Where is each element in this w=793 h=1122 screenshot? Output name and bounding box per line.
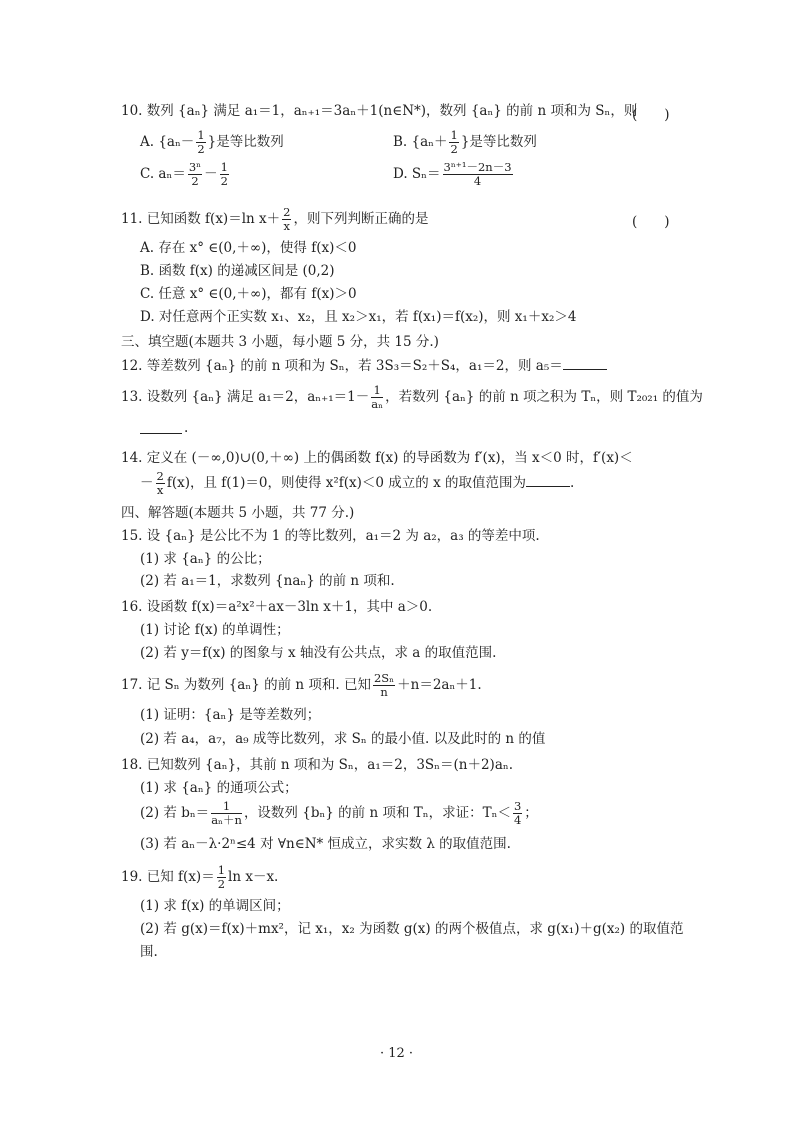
q12-text: 12. 等差数列 {aₙ} 的前 n 项和为 Sₙ，若 3S₃＝S₂＋S₄，a₁＝2，则 a₅＝ (121, 358, 607, 374)
q14-line2: － $\frac{2}{x}$ f(x)，且 f(1)＝0，则使得 x²f(x)＜0 成立的 x 的取值范围为 . (140, 469, 575, 498)
q18-part3: (3) 若 aₙ－λ·2ⁿ≤4 对 ∀n∈N* 恒成立，求实数 λ 的取值范围. (140, 836, 511, 852)
q18-part1: (1) 求 {aₙ} 的通项公式； (140, 780, 298, 796)
q10-option-d: D. Sₙ＝ $\frac{\text{3ⁿ⁺¹－2n－3}}{4}$ (393, 160, 512, 189)
q11-option-b: B. 函数 f(x) 的递减区间是 (0,2) (140, 263, 335, 279)
q10-answer-paren: ( ) (632, 107, 670, 123)
q17-part1: (1) 证明：{aₙ} 是等差数列； (140, 707, 321, 723)
q13-end: . (184, 420, 189, 436)
section-fill-in-heading: 三、填空题(本题共 3 小题，每小题 5 分，共 15 分.) (121, 334, 439, 350)
q16-part1: (1) 讨论 f(x) 的单调性； (140, 622, 290, 638)
q14-line1: 14. 定义在 (－∞,0)∪(0,＋∞) 上的偶函数 f(x) 的导函数为 f′(x)，当 x＜0 时，f′(x)＜ (121, 450, 633, 466)
q19-part2-cont: 围. (140, 944, 158, 960)
q17-stem: 17. 记 Sₙ 为数列 {aₙ} 的前 n 项和. 已知 $\frac{\text{2Sₙ}}{n}$ ＋n＝2aₙ＋1. (121, 671, 482, 700)
q11-option-d: D. 对任意两个正实数 x₁、x₂，且 x₂＞x₁，若 f(x₁)＝f(x₂)，则 x₁＋x₂＞4 (140, 309, 577, 325)
q10-stem: 10. 数列 {aₙ} 满足 a₁＝1，aₙ₊₁＝3aₙ＋1(n∈N*)，数列 {aₙ} 的前 n 项和为 Sₙ，则 (121, 103, 638, 119)
page-number: · 12 · (379, 1046, 414, 1061)
q11-stem: 11. 已知函数 f(x)＝ln x＋ $\frac{2}{x}$ ，则下列判断正确的是 (121, 205, 429, 234)
q10-option-b: B. {aₙ＋ $\frac{1}{2}$ }是等比数列 (393, 128, 537, 157)
q10-option-c: C. aₙ＝ $\frac{\text{3ⁿ}}{2}$ － $\frac{1}{2}$ (140, 160, 228, 189)
q19-part1: (1) 求 f(x) 的单调区间； (140, 898, 290, 914)
q18-stem: 18. 已知数列 {aₙ}，其前 n 项和为 Sₙ，a₁＝2，3Sₙ＝(n＋2)aₙ. (121, 757, 514, 773)
section-answer-heading: 四、解答题(本题共 5 小题，共 77 分.) (121, 505, 355, 521)
q10-option-a: A. {aₙ－ $\frac{1}{2}$ }是等比数列 (140, 128, 284, 157)
q12-answer-blank (563, 369, 607, 370)
q15-part2: (2) 若 a₁＝1，求数列 {naₙ} 的前 n 项和. (140, 573, 395, 589)
q19-stem: 19. 已知 f(x)＝ $\frac{1}{2}$ ln x－x. (121, 863, 279, 892)
q11-option-a: A. 存在 x° ∈(0,＋∞)，使得 f(x)＜0 (140, 240, 357, 256)
q15-part1: (1) 求 {aₙ} 的公比； (140, 551, 271, 567)
q16-part2: (2) 若 y＝f(x) 的图象与 x 轴没有公共点，求 a 的取值范围. (140, 645, 497, 661)
q16-stem: 16. 设函数 f(x)＝a²x²＋ax－3ln x＋1，其中 a＞0. (121, 599, 433, 615)
q14-answer-blank (526, 486, 570, 487)
q15-stem: 15. 设 {aₙ} 是公比不为 1 的等比数列，a₁＝2 为 a₂，a₃ 的等差中项. (121, 528, 540, 544)
q13-answer-blank (140, 433, 182, 434)
q17-part2: (2) 若 a₄，a₇，a₉ 成等比数列，求 Sₙ 的最小值. 以及此时的 n 的值 (140, 731, 546, 747)
q19-part2: (2) 若 g(x)＝f(x)＋mx²，记 x₁，x₂ 为函数 g(x) 的两个极值点，求 g(x₁)＋g(x₂) 的取值范 (140, 921, 684, 937)
q11-option-c: C. 任意 x° ∈(0,＋∞)，都有 f(x)＞0 (140, 286, 357, 302)
q13-text: 13. 设数列 {aₙ} 满足 a₁＝2，aₙ₊₁＝1－ $\frac{1}{\text{aₙ}}$ ，若数列 {aₙ} 的前 n 项之积为 Tₙ，则 T₂₀₂₁ 的值为 (121, 383, 703, 412)
q18-part2: (2) 若 bₙ＝ $\frac{1}{\text{aₙ＋n}}$ ，设数列 {bₙ} 的前 n 项和 Tₙ，求证：Tₙ＜ $\frac{3}{4}$ ； (140, 799, 538, 828)
q11-answer-paren: ( ) (632, 214, 670, 230)
